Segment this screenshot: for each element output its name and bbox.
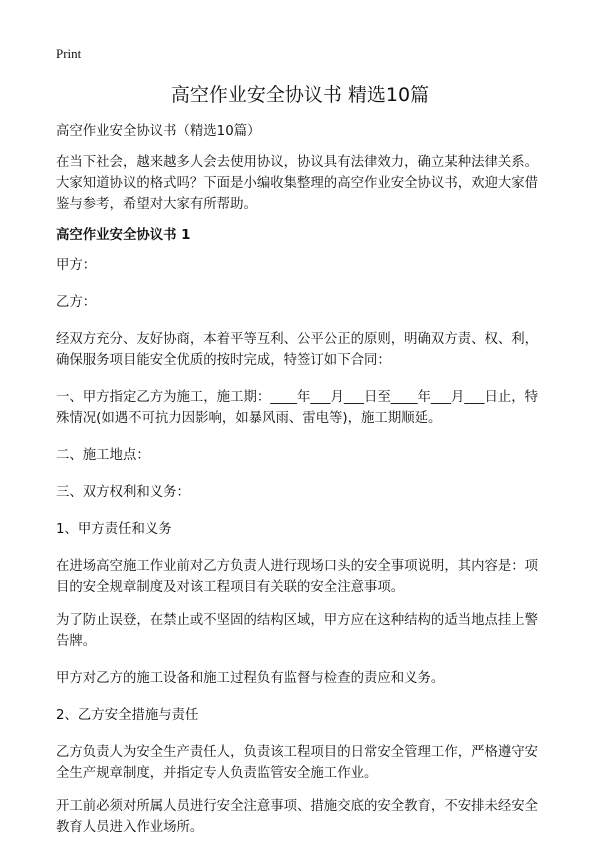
party-a-duties-heading: 1、甲方责任和义务 bbox=[56, 522, 172, 537]
document-body bbox=[56, 121, 548, 854]
party-a-line: 甲方： bbox=[56, 258, 97, 273]
party-a-duty-paragraph-1: 在进场高空施工作业前对乙方负责人进行现场口头的安全事项说明，其内容是：项目的安全规章制度及对该工程项目有关联的安全注意事项。 bbox=[56, 559, 539, 595]
party-b-line: 乙方： bbox=[56, 295, 97, 310]
clause-2-paragraph: 二、施工地点： bbox=[56, 448, 150, 463]
clause-3-paragraph: 三、双方权利和义务： bbox=[56, 485, 190, 500]
page-title: 高空作业安全协议书 精选10篇 bbox=[170, 84, 430, 106]
intro-paragraph: 在当下社会，越来越多人会去使用协议，协议具有法律效力，确立某种法律关系。大家知道协议的格式吗？下面是小编收集整理的高空作业安全协议书，欢迎大家借鉴与参考，希望对大家有所帮助。 bbox=[56, 155, 539, 212]
party-a-duty-paragraph-2: 为了防止误登，在禁止或不坚固的结构区域，甲方应在这种结构的适当地点挂上警告牌。 bbox=[56, 613, 539, 649]
party-b-measure-paragraph-1: 乙方负责人为安全生产责任人，负责该工程项目的日常安全管理工作，严格遵守安全生产规章制度，并指定专人负责监管安全施工作业。 bbox=[56, 745, 539, 781]
print-link[interactable]: Print bbox=[56, 46, 82, 61]
party-a-duty-paragraph-3: 甲方对乙方的施工设备和施工过程负有监督与检查的责应和义务。 bbox=[56, 671, 445, 686]
section-heading: 高空作业安全协议书 1 bbox=[56, 228, 191, 243]
document-subtitle: 高空作业安全协议书（精选10篇） bbox=[56, 124, 261, 139]
party-b-measure-paragraph-2: 开工前必须对所属人员进行安全注意事项、措施交底的安全教育，不安排未经安全教育人员进入作业场所。 bbox=[56, 799, 539, 835]
party-b-measures-heading: 2、乙方安全措施与责任 bbox=[56, 708, 199, 723]
agreement-paragraph: 经双方充分、友好协商，本着平等互利、公平公正的原则，明确双方责、权、利，确保服务项目能安全优质的按时完成，特签订如下合同： bbox=[56, 332, 539, 368]
clause-1-paragraph: 一、甲方指定乙方为施工，施工期：____年___月___日至____年___月___日止，特殊情况(如遇不可抗力因影响，如暴风雨、雷电等)，施工期顺延。 bbox=[56, 390, 539, 426]
